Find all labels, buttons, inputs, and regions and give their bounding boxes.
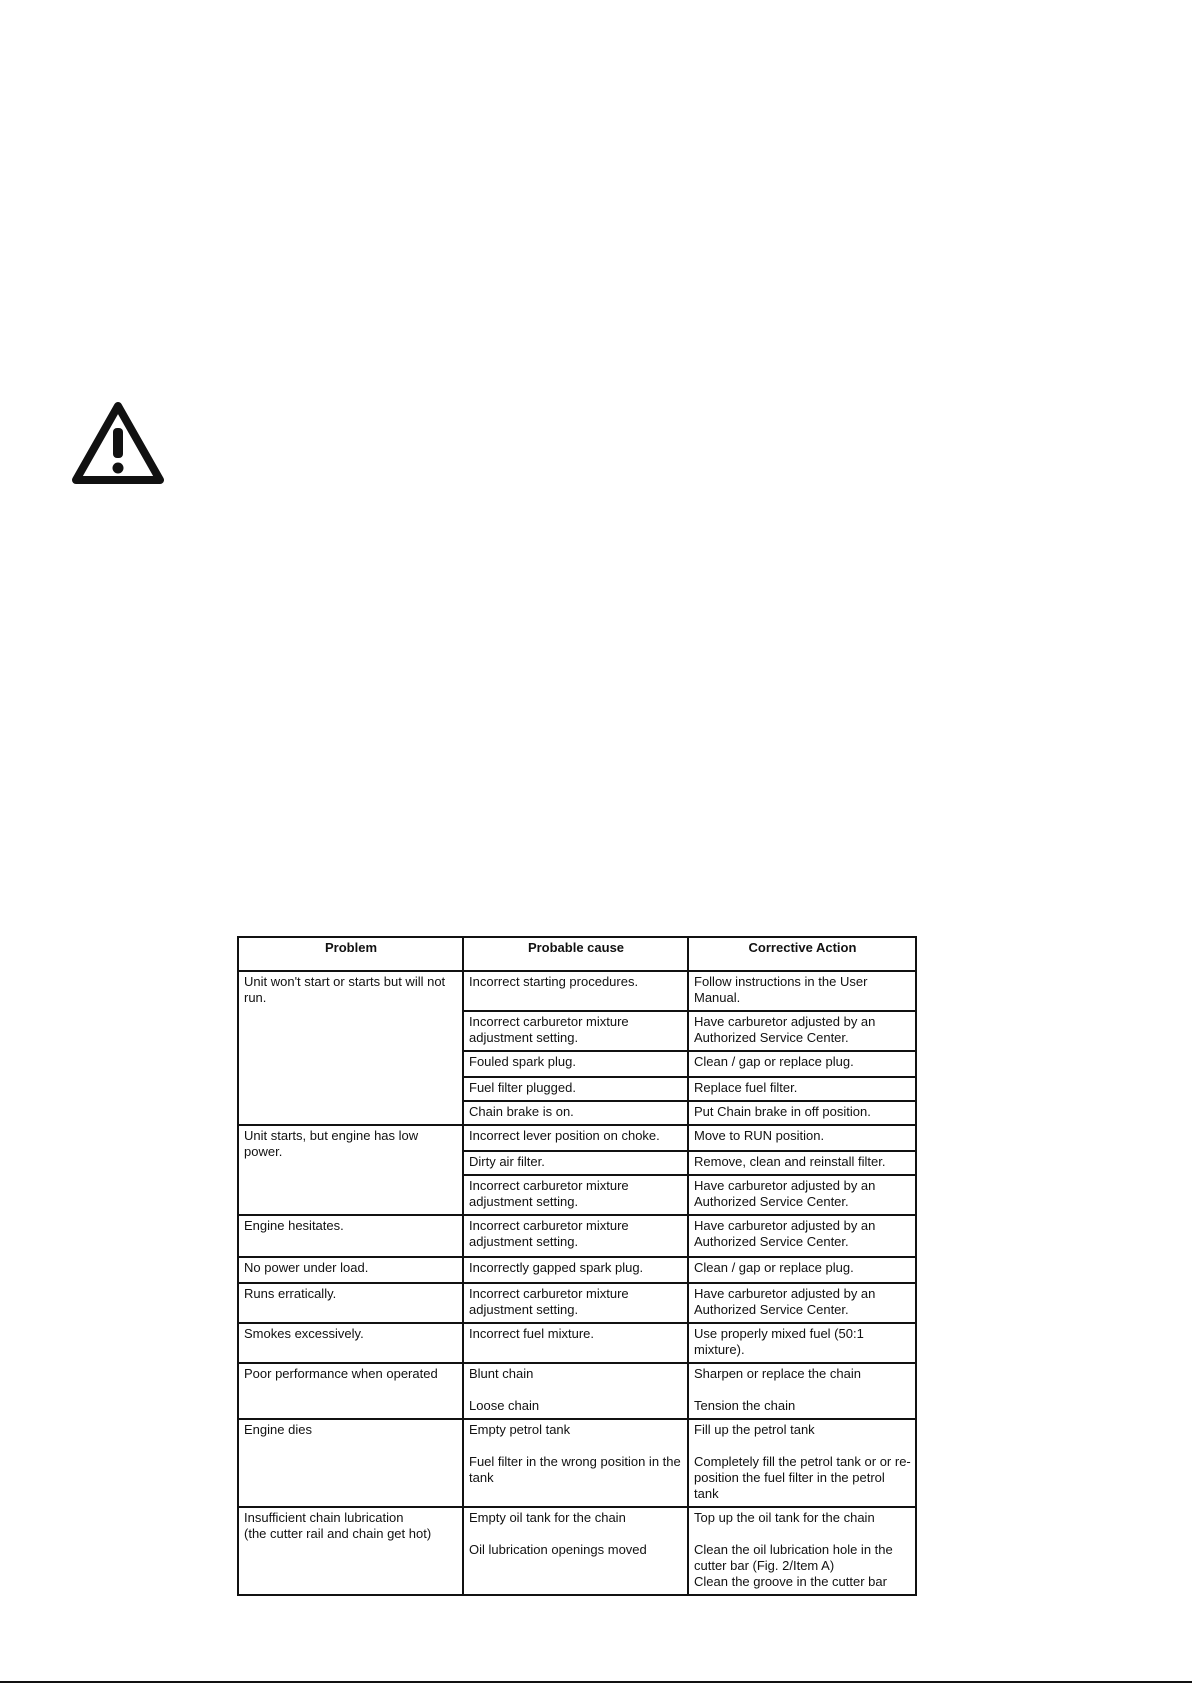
action-cell: Have carburetor adjusted by an Authorized Service Center.: [688, 1283, 916, 1323]
table-body: [238, 971, 916, 1595]
header-problem: Problem: [238, 937, 463, 971]
table-row: [238, 1125, 916, 1151]
cause-cell: Incorrect carburetor mixture adjustment setting.: [463, 1215, 688, 1257]
table-row: [238, 1419, 916, 1507]
action-cell: Clean / gap or replace plug.: [688, 1051, 916, 1077]
warning-triangle-icon: [70, 400, 166, 486]
table-row: [238, 1215, 916, 1257]
action-cell: Fill up the petrol tank Completely fill the petrol tank or or re-position the fuel filter in the petrol tank: [688, 1419, 916, 1507]
problem-cell: Insufficient chain lubrication (the cutter rail and chain get hot): [238, 1507, 463, 1595]
cause-cell: Incorrect carburetor mixture adjustment setting.: [463, 1283, 688, 1323]
cause-cell: Chain brake is on.: [463, 1101, 688, 1125]
cause-cell: Incorrect starting procedures.: [463, 971, 688, 1011]
action-cell: Have carburetor adjusted by an Authorized Service Center.: [688, 1011, 916, 1051]
cause-cell: Blunt chain Loose chain: [463, 1363, 688, 1419]
action-cell: Top up the oil tank for the chain Clean the oil lubrication hole in the cutter bar (Fig. 2/Item A) Clean the groove in the cutter bar: [688, 1507, 916, 1595]
action-cell: Put Chain brake in off position.: [688, 1101, 916, 1125]
cause-cell: Dirty air filter.: [463, 1151, 688, 1175]
action-cell: Replace fuel filter.: [688, 1077, 916, 1101]
table-row: [238, 1323, 916, 1363]
problem-cell: Engine dies: [238, 1419, 463, 1507]
cause-cell: Incorrect carburetor mixture adjustment setting.: [463, 1011, 688, 1051]
action-cell: Clean / gap or replace plug.: [688, 1257, 916, 1283]
cause-cell: Fouled spark plug.: [463, 1051, 688, 1077]
action-cell: Remove, clean and reinstall filter.: [688, 1151, 916, 1175]
table-row: [238, 1257, 916, 1283]
problem-cell: Poor performance when operated: [238, 1363, 463, 1419]
table-row: [238, 1507, 916, 1595]
table-row: [238, 1283, 916, 1323]
problem-cell: Unit won't start or starts but will not run.: [238, 971, 463, 1125]
problem-cell: Smokes excessively.: [238, 1323, 463, 1363]
cause-cell: Incorrectly gapped spark plug.: [463, 1257, 688, 1283]
table-header-row: [238, 937, 916, 971]
action-cell: Have carburetor adjusted by an Authorized Service Center.: [688, 1215, 916, 1257]
action-cell: Sharpen or replace the chain Tension the chain: [688, 1363, 916, 1419]
cause-cell: Incorrect lever position on choke.: [463, 1125, 688, 1151]
problem-cell: No power under load.: [238, 1257, 463, 1283]
action-cell: Use properly mixed fuel (50:1 mixture).: [688, 1323, 916, 1363]
cause-cell: Incorrect fuel mixture.: [463, 1323, 688, 1363]
problem-cell: Unit starts, but engine has low power.: [238, 1125, 463, 1215]
cause-cell: Empty oil tank for the chain Oil lubrication openings moved: [463, 1507, 688, 1595]
table-row: [238, 1363, 916, 1419]
problem-cell: Runs erratically.: [238, 1283, 463, 1323]
bottom-rule: [0, 1681, 1192, 1683]
action-cell: Have carburetor adjusted by an Authorized Service Center.: [688, 1175, 916, 1215]
problem-cell: Engine hesitates.: [238, 1215, 463, 1257]
action-cell: Move to RUN position.: [688, 1125, 916, 1151]
action-cell: Follow instructions in the User Manual.: [688, 971, 916, 1011]
cause-cell: Fuel filter plugged.: [463, 1077, 688, 1101]
header-probable-cause: Probable cause: [463, 937, 688, 971]
cause-cell: Incorrect carburetor mixture adjustment setting.: [463, 1175, 688, 1215]
header-corrective-action: Corrective Action: [688, 937, 916, 971]
cause-cell: Empty petrol tank Fuel filter in the wrong position in the tank: [463, 1419, 688, 1507]
troubleshooting-table: [237, 936, 917, 1596]
table-row: [238, 971, 916, 1011]
